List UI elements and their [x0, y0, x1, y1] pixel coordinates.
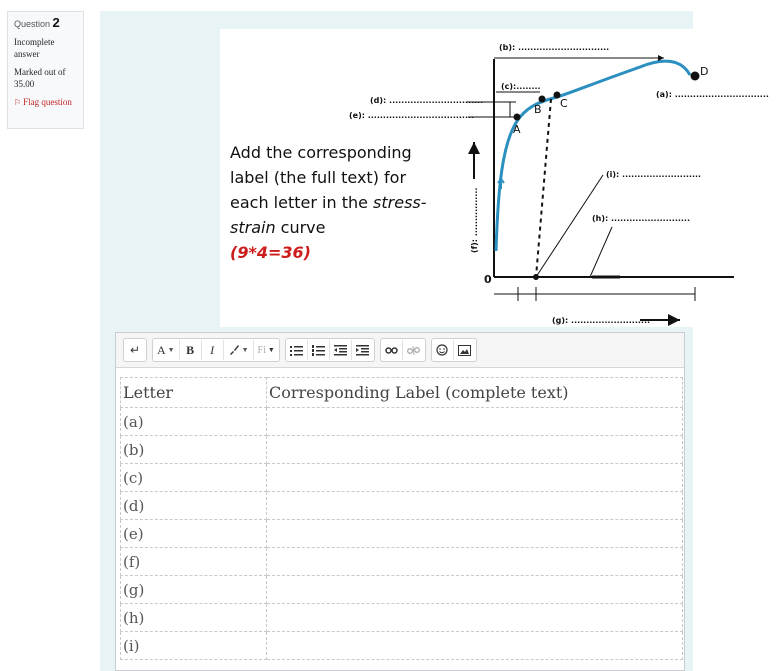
- point-a: [514, 114, 521, 121]
- editor-content-area[interactable]: [116, 368, 684, 660]
- show-more-buttons[interactable]: [124, 340, 146, 360]
- label-g: (g): ..........................: [552, 316, 651, 325]
- toolbar-group-collapse: [123, 338, 147, 362]
- table-row[interactable]: [121, 520, 683, 548]
- unlink-button[interactable]: [403, 340, 425, 360]
- letter-d: D: [700, 65, 709, 78]
- outdent-icon: [334, 345, 347, 356]
- instruction-line-3a: each letter in the: [230, 193, 374, 212]
- toolbar-group-media: [431, 338, 477, 362]
- answer-table[interactable]: [120, 377, 683, 660]
- flag-icon: ⚐: [14, 98, 22, 107]
- question-prefix: Question: [14, 19, 51, 29]
- instruction-line-4a: strain: [230, 218, 276, 237]
- row-answer-cell[interactable]: [267, 492, 683, 520]
- label-h: (h): ..........................: [592, 214, 691, 223]
- origin-label: 0: [484, 273, 492, 286]
- bullet-list-icon: [290, 345, 303, 356]
- label-f: (f): ................: [470, 187, 479, 253]
- label-i: (i): ..........................: [606, 170, 702, 179]
- table-row[interactable]: [121, 604, 683, 632]
- row-letter[interactable]: (b): [121, 436, 267, 464]
- question-number: [14, 17, 77, 30]
- table-row[interactable]: [121, 408, 683, 436]
- header-label: Corresponding Label (complete text): [267, 378, 683, 408]
- h-leader: [590, 227, 612, 277]
- table-row[interactable]: [121, 436, 683, 464]
- row-answer-cell[interactable]: [267, 632, 683, 660]
- font-family-button[interactable]: [254, 340, 279, 360]
- question-state: Incomplete answer: [14, 37, 55, 59]
- letter-c: C: [560, 97, 568, 110]
- link-icon: [385, 345, 398, 356]
- row-letter[interactable]: (f): [121, 548, 267, 576]
- label-b: (b): ..............................: [499, 43, 610, 52]
- bold-button[interactable]: [180, 340, 202, 360]
- point-unload: [533, 274, 539, 280]
- font-color-button[interactable]: [224, 340, 254, 360]
- font-family-label: Fi: [257, 344, 266, 356]
- table-header-row: [121, 378, 683, 408]
- letter-b: B: [534, 103, 542, 116]
- table-row[interactable]: [121, 576, 683, 604]
- instruction-line-3b: stress-: [373, 193, 427, 212]
- answer-editor[interactable]: [115, 332, 685, 671]
- flag-question-link[interactable]: [14, 96, 77, 109]
- unordered-list-button[interactable]: [286, 340, 308, 360]
- table-row[interactable]: [121, 548, 683, 576]
- i-leader: [536, 175, 603, 277]
- toolbar-group-format: [152, 338, 280, 362]
- row-answer-cell[interactable]: [267, 408, 683, 436]
- brush-icon: [228, 344, 240, 356]
- emoji-button[interactable]: [432, 340, 454, 360]
- row-letter[interactable]: (c): [121, 464, 267, 492]
- row-answer-cell[interactable]: [267, 604, 683, 632]
- chevron-down-icon: ▼: [241, 346, 249, 354]
- instruction-line-2: label (the full text) for: [230, 168, 407, 187]
- question-number-value: 2: [52, 15, 60, 30]
- smiley-icon: [436, 344, 448, 356]
- row-answer-cell[interactable]: [267, 548, 683, 576]
- chevron-down-icon: ▼: [167, 346, 175, 354]
- row-answer-cell[interactable]: [267, 576, 683, 604]
- bold-label: B: [186, 342, 195, 357]
- header-letter: Letter: [121, 378, 267, 408]
- table-row[interactable]: [121, 632, 683, 660]
- ordered-list-button[interactable]: [308, 340, 330, 360]
- unlink-icon: [407, 345, 420, 356]
- table-row[interactable]: [121, 464, 683, 492]
- row-letter[interactable]: (e): [121, 520, 267, 548]
- collapse-icon: ↵: [129, 342, 141, 357]
- row-answer-cell[interactable]: [267, 464, 683, 492]
- row-letter[interactable]: (i): [121, 632, 267, 660]
- label-a: (a): ...............................: [656, 90, 769, 99]
- paragraph-style-button[interactable]: [153, 340, 180, 360]
- image-button[interactable]: [454, 340, 476, 360]
- question-grade: Marked out of 35.00: [14, 67, 66, 89]
- outdent-button[interactable]: [330, 340, 352, 360]
- editor-toolbar: [116, 333, 684, 368]
- instruction-line-4b: curve: [275, 218, 326, 237]
- italic-label: I: [210, 342, 215, 357]
- label-d: (d): ...............................: [370, 96, 484, 105]
- image-icon: [458, 345, 471, 356]
- row-answer-cell[interactable]: [267, 436, 683, 464]
- unload-line: [536, 99, 551, 277]
- chevron-down-icon: ▼: [267, 346, 275, 354]
- numbered-list-icon: [312, 345, 325, 356]
- flag-label: Flag question: [23, 97, 72, 107]
- row-letter[interactable]: (h): [121, 604, 267, 632]
- stress-strain-curve: [220, 29, 780, 327]
- table-row[interactable]: [121, 492, 683, 520]
- indent-icon: [356, 345, 369, 356]
- label-c: (c):........: [501, 82, 541, 91]
- row-letter[interactable]: (a): [121, 408, 267, 436]
- letter-a: A: [513, 123, 521, 136]
- point-b: [539, 96, 546, 103]
- italic-button[interactable]: [202, 340, 224, 360]
- point-d: [691, 72, 700, 81]
- stress-strain-figure: [220, 29, 780, 327]
- row-answer-cell[interactable]: [267, 520, 683, 548]
- row-letter[interactable]: (d): [121, 492, 267, 520]
- toolbar-group-links: [380, 338, 426, 362]
- row-letter[interactable]: (g): [121, 576, 267, 604]
- instruction-line-1: Add the corresponding: [230, 143, 412, 162]
- label-e: (e): ...................................: [349, 111, 475, 120]
- link-button[interactable]: [381, 340, 403, 360]
- question-info-panel: [7, 11, 84, 129]
- toolbar-group-lists: [285, 338, 375, 362]
- paragraph-style-label: A: [157, 342, 166, 357]
- marks-label: (9*4=36): [230, 243, 311, 262]
- indent-button[interactable]: [352, 340, 374, 360]
